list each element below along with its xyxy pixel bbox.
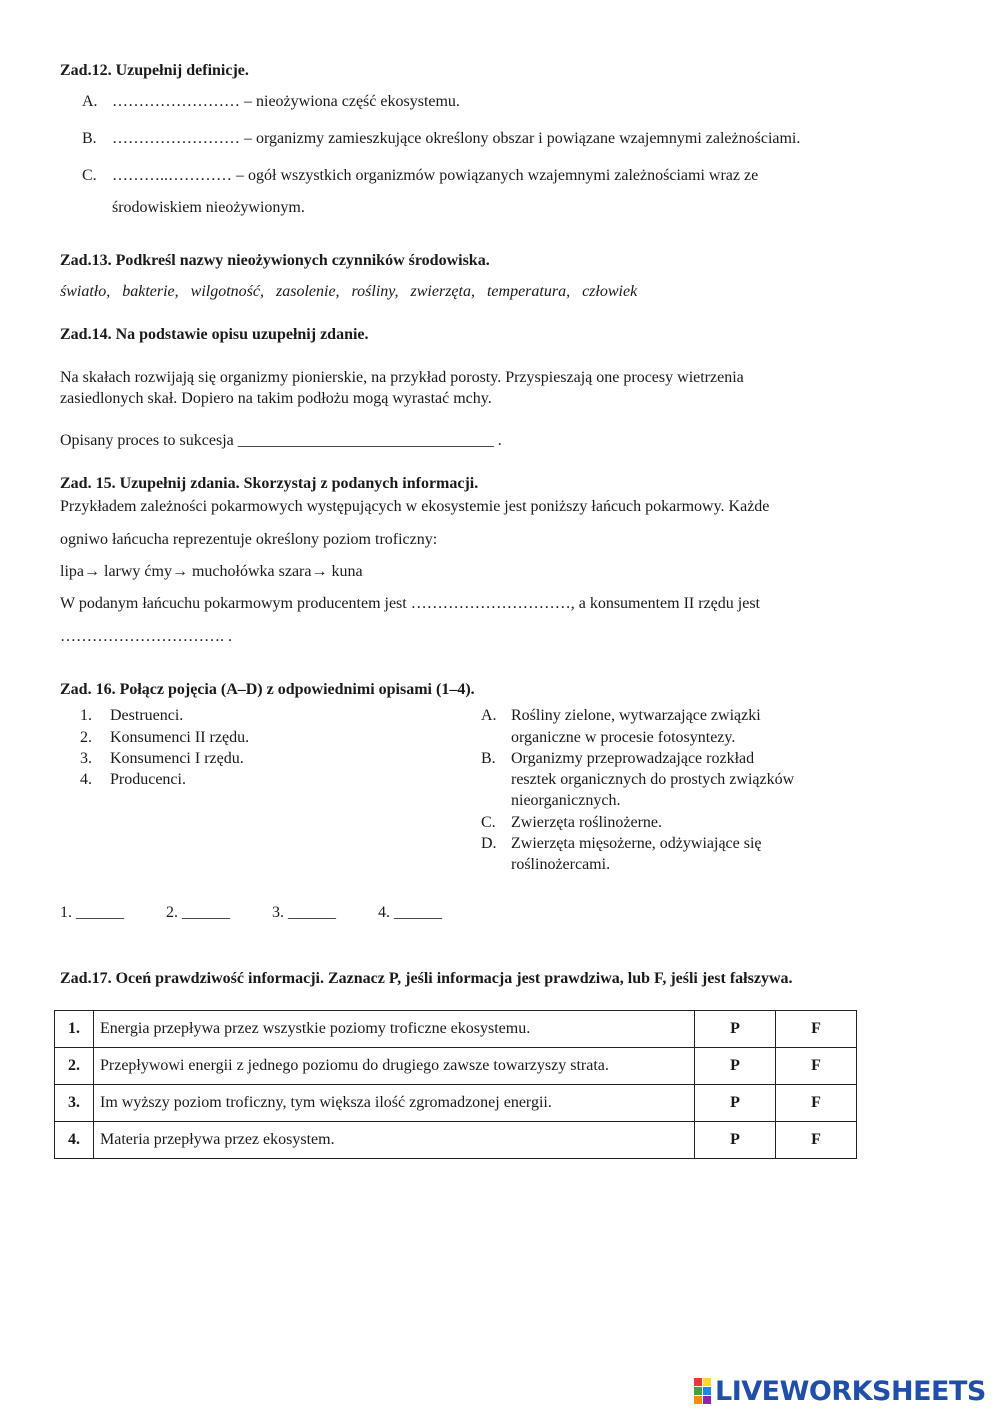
task12-item-b [82, 130, 800, 148]
separator: , [106, 283, 111, 300]
task13-word-list [60, 283, 637, 301]
true-option[interactable]: P [695, 1011, 776, 1048]
table-row [55, 1122, 857, 1159]
false-option[interactable]: F [776, 1011, 857, 1048]
logo-square [694, 1387, 702, 1395]
separator: , [394, 283, 399, 300]
logo-square [703, 1396, 711, 1404]
task16-left-item-2 [80, 729, 249, 747]
logo-square [703, 1387, 711, 1395]
true-option[interactable]: P [695, 1048, 776, 1085]
item-text: Producenci. [110, 771, 186, 788]
true-false-table [54, 1010, 857, 1159]
logo-square [694, 1378, 702, 1386]
separator: , [566, 283, 571, 300]
false-option[interactable]: F [776, 1085, 857, 1122]
table-row [55, 1048, 857, 1085]
task15-line1: Przykładem zależności pokarmowych występujących w ekosystemie jest poniższy łańcuch pokarmowy. Każde [60, 498, 770, 515]
separator: , [260, 283, 264, 300]
item-text: Konsumenci I rzędu. [110, 750, 244, 767]
task14-paragraph-line2: zasiedlonych skał. Dopiero na takim podłożu mogą wyrastać mchy. [60, 390, 492, 407]
task13-word[interactable]: bakterie [122, 283, 175, 300]
task16-right-item-b-line2: resztek organicznych do prostych związków [511, 771, 795, 788]
task16-right-item-a-line1: Rośliny zielone, wytwarzające związki [511, 707, 761, 724]
task15-line4[interactable]: …………………………. . [60, 628, 232, 645]
task13-word[interactable]: zasolenie [276, 283, 336, 300]
task16-right-item-d-label: D. [481, 835, 497, 852]
separator: , [335, 283, 340, 300]
task14-answer-line[interactable]: Opisany proces to sukcesja ________________________________ . [60, 432, 502, 449]
task14-paragraph-line1: Na skałach rozwijają się organizmy pionierskie, na przykład porosty. Przyspieszają one procesy wietrzenia [60, 369, 744, 386]
task13-word[interactable]: rośliny [351, 283, 395, 300]
task16-right-item-b-line3: nieorganicznych. [511, 792, 621, 809]
false-option[interactable]: F [776, 1122, 857, 1159]
task16-right-item-d-line1: Zwierzęta mięsożerne, odżywiające się [511, 835, 762, 852]
task12-item-c [82, 167, 758, 185]
task13-word[interactable]: wilgotność [190, 283, 260, 300]
liveworksheets-logo [694, 1376, 986, 1406]
table-row [55, 1085, 857, 1122]
task16-right-item-a-label: A. [481, 707, 497, 724]
task12-title: Zad.12. Uzupełnij definicje. [60, 62, 249, 79]
row-number: 4. [55, 1122, 94, 1159]
statement: Energia przepływa przez wszystkie poziomy troficzne ekosystemu. [94, 1011, 695, 1048]
task16-left-item-3 [80, 750, 244, 768]
row-number: 3. [55, 1085, 94, 1122]
task15-line2: ogniwo łańcucha reprezentuje określony poziom troficzny: [60, 531, 438, 548]
task12-item-a-text: …………………… – nieożywiona część ekosystemu. [112, 93, 460, 110]
task12-item-c-label: C. [82, 167, 97, 184]
task12-item-c-continuation: środowiskiem nieożywionym. [112, 199, 305, 216]
task15-title: Zad. 15. Uzupełnij zdania. Skorzystaj z podanych informacji. [60, 475, 479, 492]
answer-blank-1[interactable]: 1. ______ [60, 904, 124, 921]
task12-item-b-text: …………………… – organizmy zamieszkujące określony obszar i powiązane wzajemnymi zależnościami. [112, 130, 801, 147]
task16-left-item-4 [80, 771, 186, 789]
true-option[interactable]: P [695, 1085, 776, 1122]
task13-word[interactable]: światło [60, 283, 107, 300]
task12-item-c-text: ………..………… – ogół wszystkich organizmów powiązanych wzajemnymi zależnościami wraz ze [112, 167, 759, 184]
logo-square [703, 1378, 711, 1386]
task13-word[interactable]: zwierzęta [410, 283, 471, 300]
row-number: 1. [55, 1011, 94, 1048]
task16-title: Zad. 16. Połącz pojęcia (A–D) z odpowiednimi opisami (1–4). [60, 681, 475, 698]
task15-food-chain: lipa→ larwy ćmy→ muchołówka szara→ kuna [60, 563, 363, 580]
statement: Im wyższy poziom troficzny, tym większa ilość zgromadzonej energii. [94, 1085, 695, 1122]
statement: Materia przepływa przez ekosystem. [94, 1122, 695, 1159]
row-number: 2. [55, 1048, 94, 1085]
task13-word[interactable]: człowiek [582, 283, 638, 300]
task16-right-item-b-line1: Organizmy przeprowadzające rozkład [511, 750, 755, 767]
logo-square [694, 1396, 702, 1404]
false-option[interactable]: F [776, 1048, 857, 1085]
task12-item-a-label: A. [82, 93, 98, 110]
answer-blank-2[interactable]: 2. ______ [166, 904, 230, 921]
answer-blank-4[interactable]: 4. ______ [378, 904, 442, 921]
task12-item-b-label: B. [82, 130, 97, 147]
task13-title: Zad.13. Podkreśl nazwy nieożywionych czynników środowiska. [60, 252, 490, 269]
table-row [55, 1011, 857, 1048]
logo-grid-icon [694, 1378, 711, 1404]
task16-answer-blanks [60, 904, 484, 922]
task16-right-item-c-line1: Zwierzęta roślinożerne. [511, 814, 663, 831]
task13-word[interactable]: temperatura [486, 283, 567, 300]
task16-right-item-c-label: C. [481, 814, 496, 831]
item-text: Destruenci. [110, 707, 184, 724]
task14-title: Zad.14. Na podstawie opisu uzupełnij zdanie. [60, 326, 369, 343]
task15-line3[interactable]: W podanym łańcuchu pokarmowym producentem jest …………………………, a konsumentem II rzędu jest [60, 595, 760, 612]
separator: , [174, 283, 179, 300]
task17-title: Zad.17. Oceń prawdziwość informacji. Zaznacz P, jeśli informacja jest prawdziwa, lub F, jeśli jest fałszywa. [60, 970, 793, 987]
item-label: 3. [80, 750, 92, 767]
item-label: 4. [80, 771, 92, 788]
true-option[interactable]: P [695, 1122, 776, 1159]
logo-wordmark: LIVEWORKSHEETS [715, 1375, 986, 1407]
task16-right-item-a-line2: organiczne w procesie fotosyntezy. [511, 729, 736, 746]
task16-right-item-b-label: B. [481, 750, 496, 767]
task12-item-a [82, 93, 460, 111]
task16-right-item-d-line2: roślinożercami. [511, 856, 611, 873]
item-label: 2. [80, 729, 92, 746]
item-label: 1. [80, 707, 92, 724]
answer-blank-3[interactable]: 3. ______ [272, 904, 336, 921]
task16-left-item-1 [80, 707, 183, 725]
item-text: Konsumenci II rzędu. [110, 729, 250, 746]
statement: Przepływowi energii z jednego poziomu do drugiego zawsze towarzyszy strata. [94, 1048, 695, 1085]
separator: , [470, 283, 475, 300]
